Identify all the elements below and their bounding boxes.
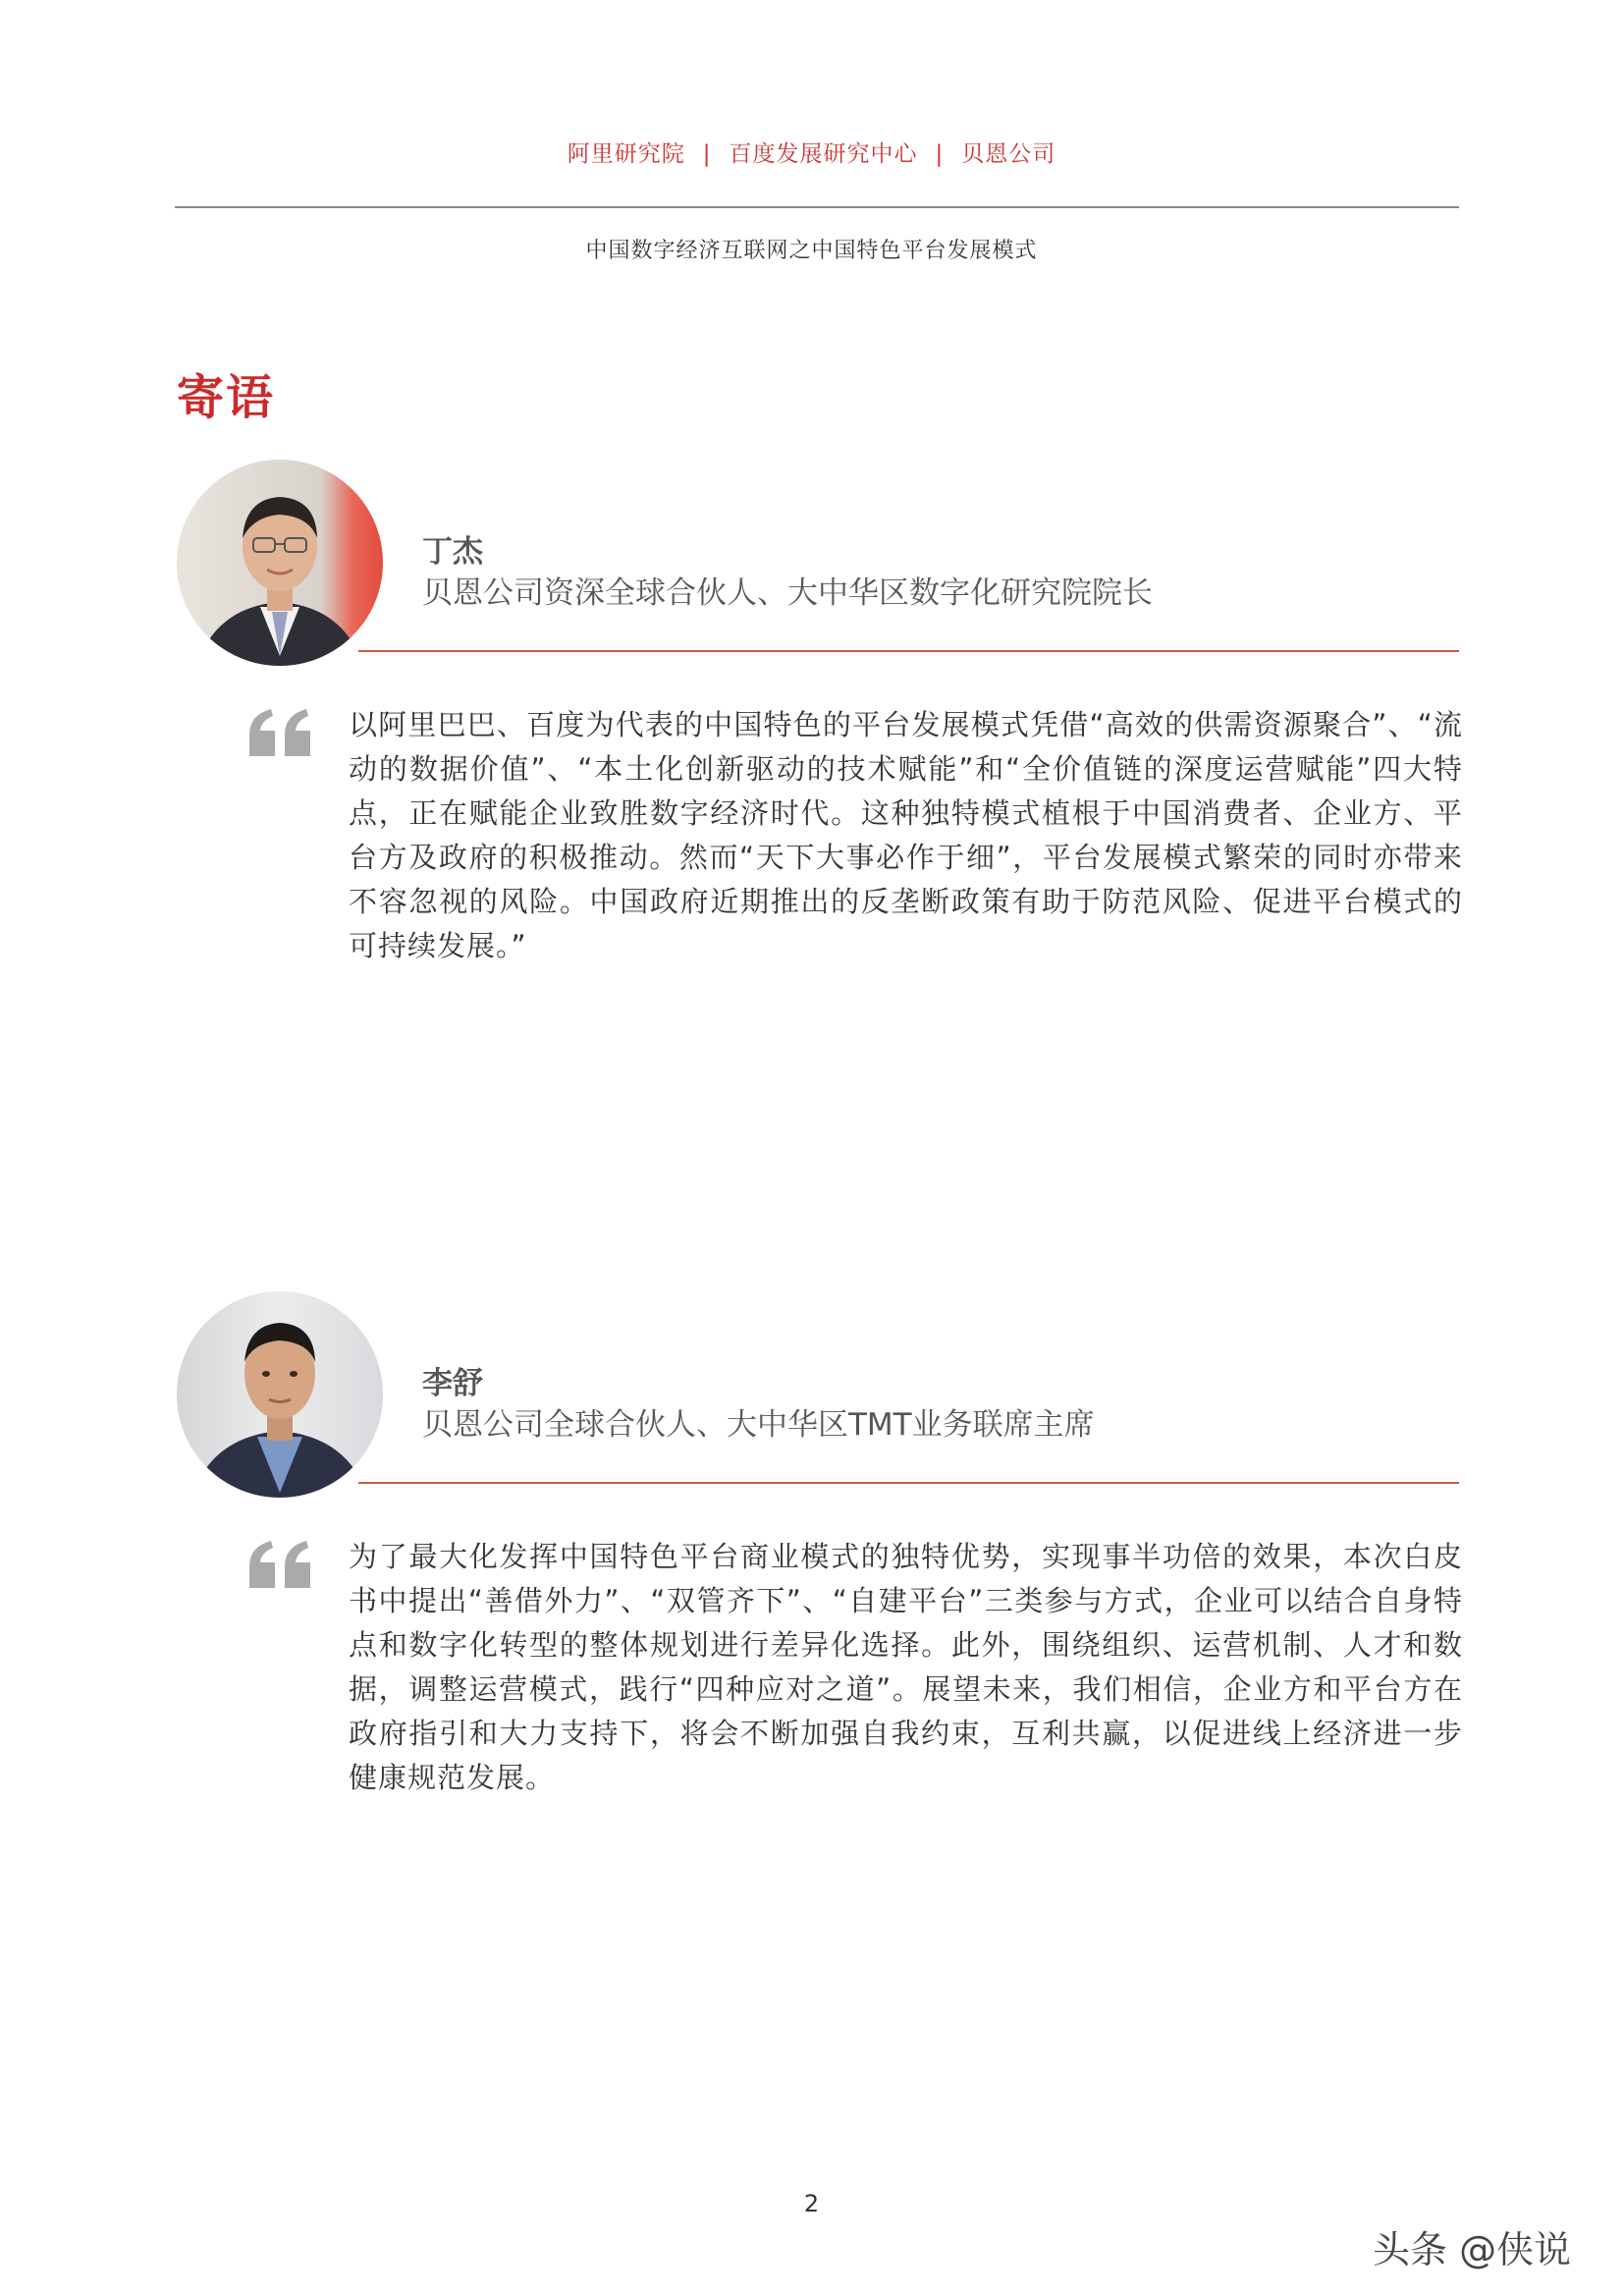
org-baidu-research: 百度发展研究中心 <box>729 141 918 167</box>
quote-text: 以阿里巴巴、百度为代表的中国特色的平台发展模式凭借“高效的供需资源聚合”、“流动的数据价值”、“本土化创新驱动的技术赋能”和“全价值链的深度运营赋能”四大特点，正在赋能企业致胜数字经济时代。这种独特模式植根于中国消费者、企业方、平台方及政府的积极推动。然而“天下大事必作于细”，平台发展模式繁荣的同时亦带来不容忽视的风险。中国政府近期推出的反垄断政策有助于防范风险、促进平台模式的可持续发展。” <box>349 708 1463 962</box>
person-role: 贝恩公司资深全球合伙人、大中华区数字化研究院院长 <box>422 575 1153 611</box>
avatar-ding-jie <box>177 460 383 666</box>
watermark: 头条 @侠说 <box>1373 2228 1572 2271</box>
org-alibaba-research: 阿里研究院 <box>567 141 685 167</box>
header-organizations <box>0 136 1623 168</box>
person-name: 李舒 <box>422 1366 483 1401</box>
person-role: 贝恩公司全球合伙人、大中华区TMT业务联席主席 <box>422 1407 1095 1443</box>
header-divider <box>175 206 1459 208</box>
person-name: 丁杰 <box>422 534 483 570</box>
quote-text: 为了最大化发挥中国特色平台商业模式的独特优势，实现事半功倍的效果，本次白皮书中提出“善借外力”、“双管齐下”、“自建平台”三类参与方式，企业可以结合自身特点和数字化转型的整体规划进行差异化选择。此外，围绕组织、运营机制、人才和数据，调整运营模式，践行“四种应对之道”。展望未来，我们相信，企业方和平台方在政府指引和大力支持下，将会不断加强自我约束，互利共赢，以促进线上经济进一步健康规范发展。 <box>349 1540 1463 1794</box>
org-bain: 贝恩公司 <box>961 141 1056 167</box>
org-separator: | <box>935 141 945 167</box>
portrait-photo-icon <box>177 460 383 666</box>
quote-mark-icon <box>247 709 312 756</box>
person-divider <box>358 1482 1459 1484</box>
avatar-li-shu <box>177 1291 383 1498</box>
quote-mark-icon <box>247 1541 312 1588</box>
section-title: 寄语 <box>177 370 276 425</box>
person-divider <box>358 650 1459 652</box>
org-separator: | <box>702 141 712 167</box>
page-number: 2 <box>803 2190 820 2217</box>
report-title: 中国数字经济互联网之中国特色平台发展模式 <box>585 239 1038 263</box>
portrait-photo-icon <box>177 1291 383 1498</box>
